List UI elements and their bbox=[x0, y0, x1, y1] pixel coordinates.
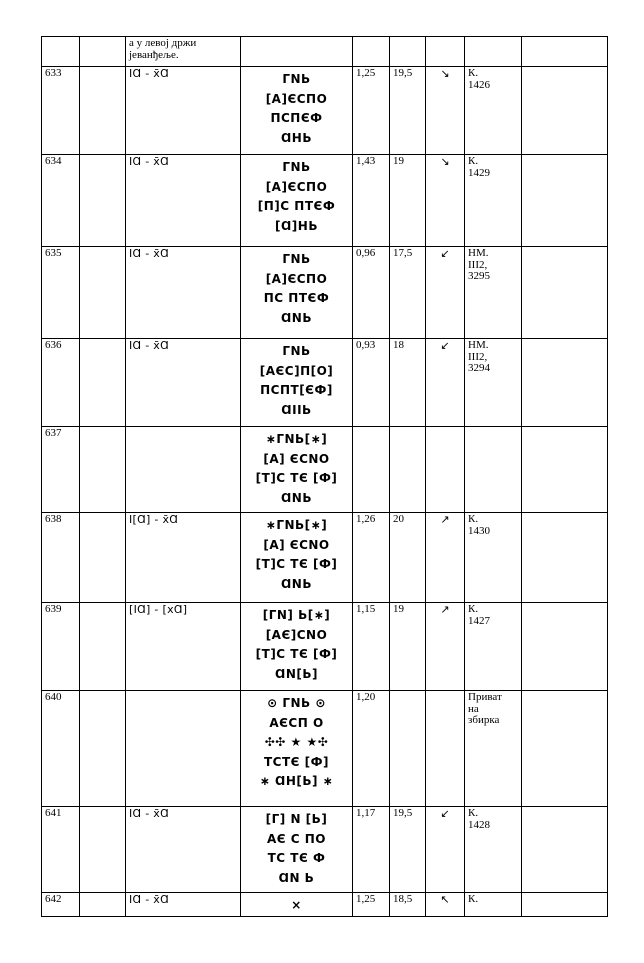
diameter-cell: 1,25 bbox=[353, 893, 390, 917]
inscription-cell bbox=[241, 37, 353, 67]
weight-cell bbox=[390, 37, 426, 67]
legend-cell bbox=[126, 691, 241, 807]
empty-cell bbox=[80, 691, 126, 807]
inscription-line: ⱭΝЬ bbox=[280, 310, 312, 325]
inscription-line: ΤⅭΤЄ [Ф] bbox=[263, 754, 330, 769]
empty-cell bbox=[80, 339, 126, 427]
die-axis-cell bbox=[426, 427, 465, 513]
inscription-cell bbox=[241, 807, 353, 893]
diameter-cell: 0,96 bbox=[353, 247, 390, 339]
inscription-line: [Τ]Ⅽ ΤЄ [Ф] bbox=[255, 647, 338, 661]
empty-cell bbox=[80, 67, 126, 155]
coin-catalogue-table bbox=[41, 36, 608, 917]
inscription-line: ΠⅭΠЄФ bbox=[270, 111, 323, 125]
diameter-cell: 1,17 bbox=[353, 807, 390, 893]
notes-cell bbox=[522, 339, 608, 427]
table-row bbox=[42, 67, 608, 155]
weight-cell: 18 bbox=[390, 339, 426, 427]
inscription-line: ΤⅭ ΤЄ Ф bbox=[267, 851, 326, 865]
die-axis-cell: ↗ bbox=[426, 513, 465, 603]
table-row bbox=[42, 513, 608, 603]
inscription-line: AЄ Ⅽ ΠΟ bbox=[267, 831, 326, 846]
legend-cell: [ΙⱭ] - [xⱭ] bbox=[126, 603, 241, 691]
table-body bbox=[42, 37, 608, 917]
notes-cell bbox=[522, 37, 608, 67]
inscription-line: ∗ΓΝЬ[∗] bbox=[265, 432, 328, 446]
legend-cell: ΙⱭ - x̄Ɑ bbox=[126, 247, 241, 339]
inscription-line: ⊙ ΓΝЬ ⊙ bbox=[267, 696, 326, 710]
diameter-cell: 1,20 bbox=[353, 691, 390, 807]
empty-cell bbox=[80, 427, 126, 513]
weight-cell: 19 bbox=[390, 603, 426, 691]
diameter-cell: 1,26 bbox=[353, 513, 390, 603]
empty-cell bbox=[80, 807, 126, 893]
row-number-cell: 638 bbox=[42, 513, 80, 603]
table-row bbox=[42, 37, 608, 67]
inscription-line: [Γ] Ν [Ь] bbox=[265, 812, 328, 826]
empty-cell bbox=[80, 893, 126, 917]
reference-cell: К. 1428 bbox=[465, 807, 522, 893]
row-number-cell: 641 bbox=[42, 807, 80, 893]
table-row bbox=[42, 155, 608, 247]
inscription-cell bbox=[241, 893, 353, 917]
notes-cell bbox=[522, 427, 608, 513]
empty-cell bbox=[80, 155, 126, 247]
reference-cell: К. 1429 bbox=[465, 155, 522, 247]
inscription-line: ΓΝЬ bbox=[282, 252, 311, 266]
inscription-cell bbox=[241, 691, 353, 807]
empty-cell bbox=[80, 513, 126, 603]
notes-cell bbox=[522, 247, 608, 339]
inscription-line: ΠⅭ ΠΤЄФ bbox=[263, 291, 330, 305]
inscription-line: [A] ЄⅭΝΟ bbox=[263, 451, 330, 466]
inscription-line: ✣✣ ★ ★✣ bbox=[264, 735, 329, 749]
weight-cell: 19,5 bbox=[390, 67, 426, 155]
weight-cell bbox=[390, 691, 426, 807]
table-row bbox=[42, 339, 608, 427]
reference-cell: К. 1426 bbox=[465, 67, 522, 155]
inscription-line: [ΓΝ] Ь[∗] bbox=[262, 608, 331, 622]
inscription-line: ⱭΝЬ bbox=[280, 576, 312, 591]
legend-cell: ΙⱭ - x̄Ɑ bbox=[126, 67, 241, 155]
diameter-cell bbox=[353, 427, 390, 513]
reference-cell: К. bbox=[465, 893, 522, 917]
empty-cell bbox=[80, 37, 126, 67]
diameter-cell: 1,15 bbox=[353, 603, 390, 691]
notes-cell bbox=[522, 893, 608, 917]
legend-cell: ΙⱭ - x̄Ɑ bbox=[126, 339, 241, 427]
notes-cell bbox=[522, 807, 608, 893]
legend-cell: Ι[Ɑ] - x̄Ɑ bbox=[126, 513, 241, 603]
notes-cell bbox=[522, 603, 608, 691]
weight-cell: 18,5 bbox=[390, 893, 426, 917]
inscription-line: [A]ЄⅭΠΟ bbox=[265, 271, 328, 286]
notes-cell bbox=[522, 155, 608, 247]
reference-cell: Приват на збирка bbox=[465, 691, 522, 807]
inscription-line: ΓΝЬ bbox=[282, 72, 311, 86]
table-row bbox=[42, 691, 608, 807]
row-number-cell: 633 bbox=[42, 67, 80, 155]
row-number-cell: 640 bbox=[42, 691, 80, 807]
reference-cell: К. 1430 bbox=[465, 513, 522, 603]
inscription-line: ⱭΙΙЬ bbox=[281, 402, 312, 417]
inscription-line: [Π]Ⅽ ΠΤЄФ bbox=[257, 199, 336, 213]
inscription-line: [Ɑ]ΗЬ bbox=[275, 218, 318, 233]
inscription-line: [A]ЄⅭΠΟ bbox=[265, 91, 328, 106]
weight-cell: 20 bbox=[390, 513, 426, 603]
inscription-cell bbox=[241, 603, 353, 691]
die-axis-cell: ↙ bbox=[426, 339, 465, 427]
row-number-cell: 642 bbox=[42, 893, 80, 917]
legend-cell: ΙⱭ - x̄Ɑ bbox=[126, 893, 241, 917]
legend-cell: ΙⱭ - x̄Ɑ bbox=[126, 807, 241, 893]
table-row bbox=[42, 427, 608, 513]
row-number-cell: 636 bbox=[42, 339, 80, 427]
die-axis-cell: ↗ bbox=[426, 603, 465, 691]
inscription-cell bbox=[241, 67, 353, 155]
table-row bbox=[42, 247, 608, 339]
reference-cell: НМ. III2, 3295 bbox=[465, 247, 522, 339]
weight-cell: 19 bbox=[390, 155, 426, 247]
row-number-cell bbox=[42, 37, 80, 67]
inscription-line: ∗ΓΝЬ[∗] bbox=[265, 518, 328, 532]
legend-cell bbox=[126, 427, 241, 513]
row-number-cell: 637 bbox=[42, 427, 80, 513]
die-axis-cell: ↘ bbox=[426, 155, 465, 247]
inscription-cell bbox=[241, 427, 353, 513]
inscription-line: ΠⅭΠΤ[ЄФ] bbox=[260, 383, 333, 397]
reference-cell bbox=[465, 37, 522, 67]
notes-cell bbox=[522, 513, 608, 603]
notes-cell bbox=[522, 67, 608, 155]
die-axis-cell: ↘ bbox=[426, 67, 465, 155]
weight-cell: 17,5 bbox=[390, 247, 426, 339]
inscription-line: AЄⅭΠ Ο bbox=[269, 715, 324, 730]
weight-cell: 19,5 bbox=[390, 807, 426, 893]
diameter-cell: 0,93 bbox=[353, 339, 390, 427]
table-row bbox=[42, 807, 608, 893]
die-axis-cell bbox=[426, 691, 465, 807]
legend-cell: ΙⱭ - x̄Ɑ bbox=[126, 155, 241, 247]
inscription-line: ΓΝЬ bbox=[282, 344, 311, 358]
description-cell: а у левој држи јеванђеље. bbox=[126, 37, 241, 67]
table-row bbox=[42, 603, 608, 691]
inscription-line: [Τ]Ⅽ ΤЄ [Ф] bbox=[255, 471, 338, 485]
inscription-line: ⱭΝЬ bbox=[280, 490, 312, 505]
inscription-line: [Τ]Ⅽ ΤЄ [Ф] bbox=[255, 557, 338, 571]
table-row bbox=[42, 893, 608, 917]
inscription-cell bbox=[241, 247, 353, 339]
inscription-line: × bbox=[291, 898, 302, 912]
die-axis-cell: ↙ bbox=[426, 807, 465, 893]
inscription-line: [AЄⅭ]Π[Ο] bbox=[259, 363, 334, 378]
inscription-cell bbox=[241, 513, 353, 603]
inscription-cell bbox=[241, 155, 353, 247]
inscription-cell bbox=[241, 339, 353, 427]
diameter-cell: 1,43 bbox=[353, 155, 390, 247]
inscription-line: ∗ ⱭΗ[Ь] ∗ bbox=[259, 774, 334, 788]
row-number-cell: 639 bbox=[42, 603, 80, 691]
die-axis-cell bbox=[426, 37, 465, 67]
inscription-line: ⱭΝ Ь bbox=[278, 870, 315, 885]
inscription-line: [AЄ]ⅭΝΟ bbox=[265, 627, 328, 642]
inscription-line: [A] ЄⅭΝΟ bbox=[263, 537, 330, 552]
diameter-cell: 1,25 bbox=[353, 67, 390, 155]
reference-cell bbox=[465, 427, 522, 513]
row-number-cell: 635 bbox=[42, 247, 80, 339]
reference-cell: К. 1427 bbox=[465, 603, 522, 691]
reference-cell: НМ. III2, 3294 bbox=[465, 339, 522, 427]
die-axis-cell: ↖ bbox=[426, 893, 465, 917]
die-axis-cell: ↙ bbox=[426, 247, 465, 339]
empty-cell bbox=[80, 247, 126, 339]
weight-cell bbox=[390, 427, 426, 513]
row-number-cell: 634 bbox=[42, 155, 80, 247]
inscription-line: ⱭΝ[Ь] bbox=[275, 666, 318, 681]
inscription-line: [A]ЄⅭΠΟ bbox=[265, 179, 328, 194]
inscription-line: ΓΝЬ bbox=[282, 160, 311, 174]
inscription-line: ⱭΗЬ bbox=[280, 130, 312, 145]
diameter-cell bbox=[353, 37, 390, 67]
notes-cell bbox=[522, 691, 608, 807]
empty-cell bbox=[80, 603, 126, 691]
